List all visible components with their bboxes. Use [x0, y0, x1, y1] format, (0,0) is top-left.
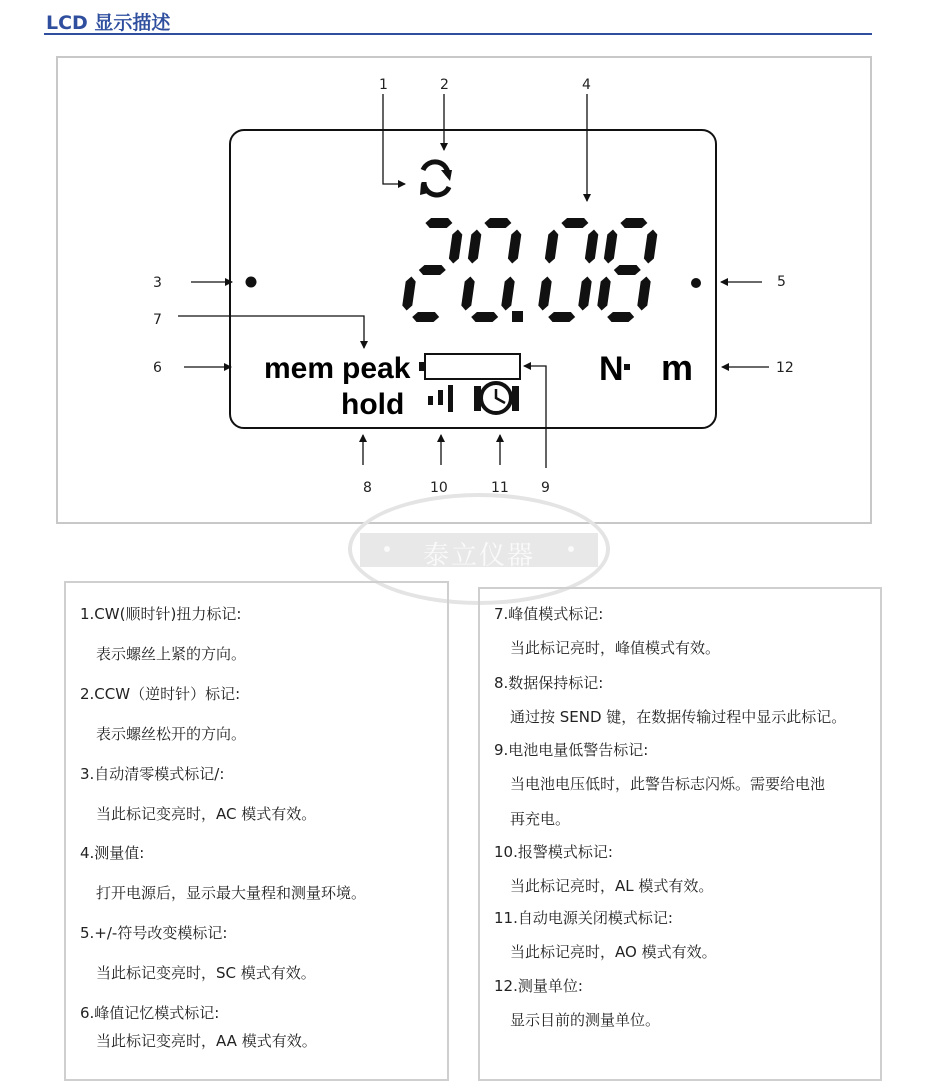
callout-10: 10: [430, 480, 448, 496]
callout-1: 1: [379, 77, 388, 93]
segment-d: [607, 312, 634, 322]
item-title: 5.+/-符号改变模标记:: [80, 924, 228, 942]
item-text: 当此标记变亮时，AC 模式有效。: [96, 805, 317, 823]
callout-9: 9: [541, 480, 550, 496]
callout-4: 4: [582, 77, 591, 93]
item-text: 当此标记变亮时，AA 模式有效。: [96, 1032, 317, 1050]
item-title: 6.峰值记忆模式标记:: [80, 1004, 220, 1022]
item-text: 当此标记亮时，峰值模式有效。: [510, 639, 721, 657]
unit-separator-dot: [624, 364, 630, 370]
item-text: 当此标记亮时，AO 模式有效。: [510, 943, 717, 961]
segment-d: [548, 312, 575, 322]
segment-a: [425, 218, 452, 228]
unit-m-label: m: [661, 347, 694, 388]
section-title: LCD 显示描述: [46, 12, 171, 34]
callout-5: 5: [777, 274, 786, 290]
clock-icon: [474, 383, 519, 413]
item-title: 10.报警模式标记:: [494, 843, 613, 861]
item-title: 11.自动电源关闭模式标记:: [494, 909, 673, 927]
callout-3: 3: [153, 275, 162, 291]
segment-a: [484, 218, 511, 228]
description-panel-left: [64, 581, 449, 1081]
callout-2: 2: [440, 77, 449, 93]
auto-zero-dot-icon: [246, 277, 257, 288]
segment-d: [412, 312, 439, 322]
callout-7: 7: [153, 312, 162, 328]
item-title: 7.峰值模式标记:: [494, 605, 604, 623]
item-title: 1.CW(顺时针)扭力标记:: [80, 605, 242, 623]
segment-d: [471, 312, 498, 322]
battery-icon: [419, 354, 520, 379]
decimal-point: [512, 311, 523, 322]
item-text: 通过按 SEND 键，在数据传输过程中显示此标记。: [510, 708, 847, 726]
item-title: 2.CCW（逆时针）标记:: [80, 685, 241, 703]
item-text: 再充电。: [510, 810, 571, 828]
unit-n-label: N: [599, 350, 624, 388]
sign-dot-icon: [691, 278, 701, 288]
segment-a: [620, 218, 647, 228]
item-text: 打开电源后，显示最大量程和测量环境。: [96, 884, 367, 902]
watermark-text: 泰立仪器: [422, 541, 535, 571]
item-title: 4.测量值:: [80, 844, 145, 862]
item-title: 12.测量单位:: [494, 977, 583, 995]
callout-8: 8: [363, 480, 372, 496]
item-title: 8.数据保持标记:: [494, 674, 604, 692]
callout-6: 6: [153, 360, 162, 376]
segment-g: [614, 265, 641, 275]
item-text: 当此标记变亮时，SC 模式有效。: [96, 964, 316, 982]
item-text: 表示螺丝上紧的方向。: [96, 645, 247, 663]
callout-12: 12: [776, 360, 794, 376]
segment-g: [419, 265, 446, 275]
mem-label: mem: [264, 352, 335, 385]
segment-a: [561, 218, 588, 228]
item-text: 显示目前的测量单位。: [510, 1011, 661, 1029]
description-panel-right: [478, 587, 882, 1081]
item-title: 9.电池电量低警告标记:: [494, 741, 649, 759]
item-text: 当电池电压低时，此警告标志闪烁。需要给电池: [510, 775, 826, 793]
hold-label: hold: [341, 388, 405, 421]
item-title: 3.自动清零模式标记/:: [80, 765, 225, 783]
peak-label: peak: [342, 352, 411, 385]
item-text: 当此标记亮时，AL 模式有效。: [510, 877, 714, 895]
item-text: 表示螺丝松开的方向。: [96, 725, 247, 743]
callout-11: 11: [491, 480, 509, 496]
